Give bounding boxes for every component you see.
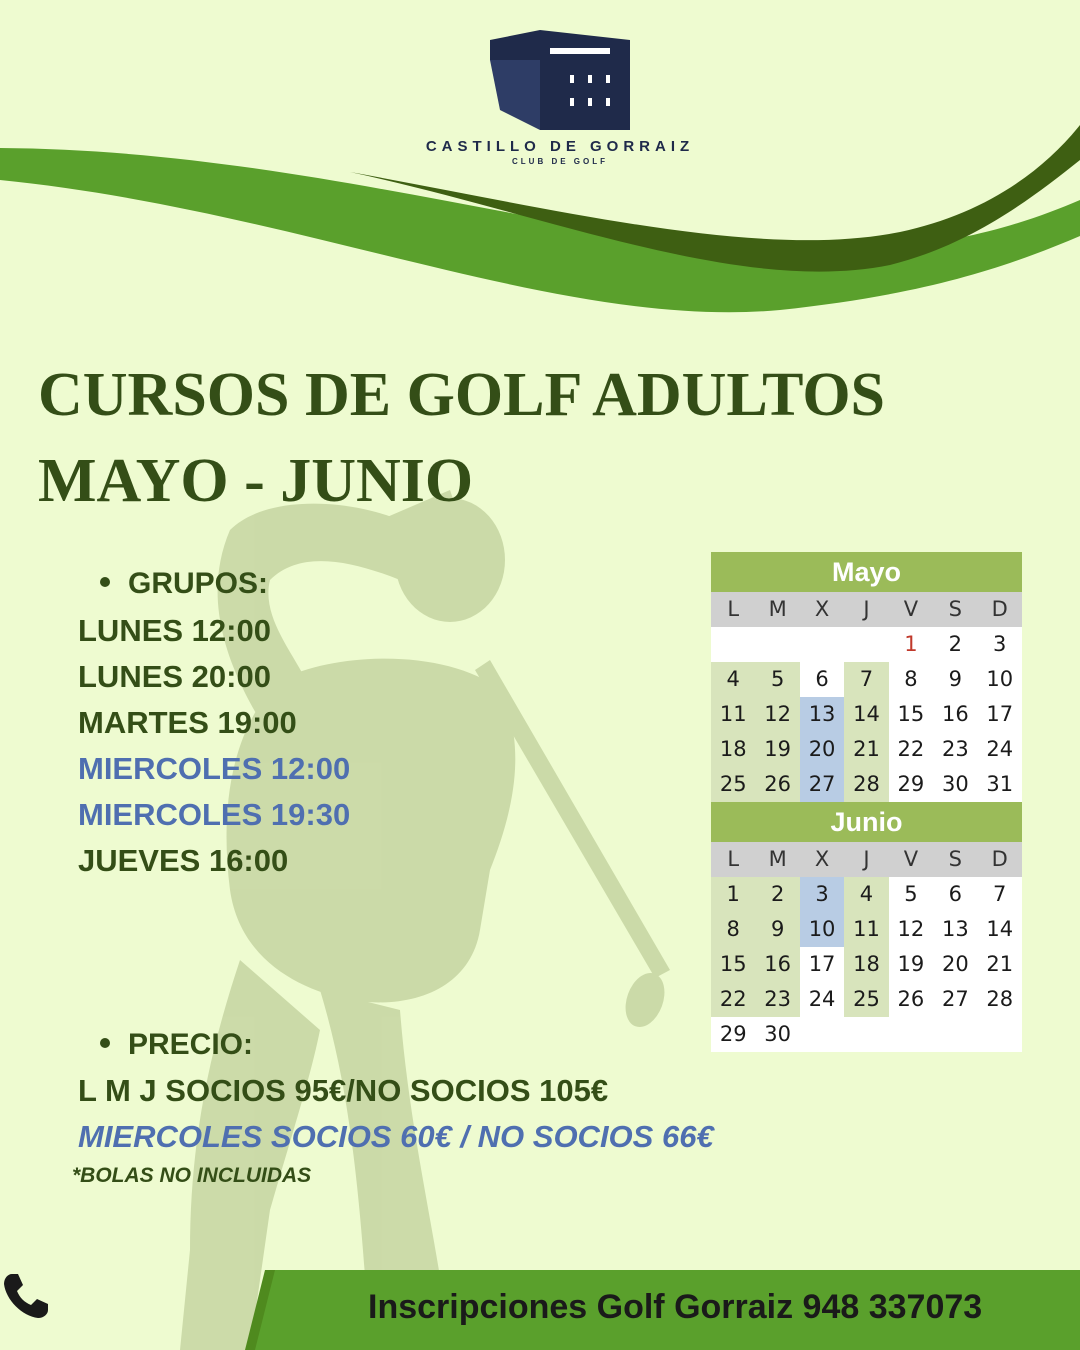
title-line-2: MAYO - JUNIO	[38, 447, 474, 515]
calendar-day: 5	[755, 662, 799, 697]
grupo-item: MARTES 19:00	[78, 705, 297, 740]
calendar-day: 3	[800, 877, 844, 912]
weekday-header: V	[889, 842, 933, 877]
calendar-grid	[711, 592, 1022, 802]
weekday-header: S	[933, 592, 977, 627]
precio-list	[72, 1068, 714, 1192]
calendar-day: 16	[755, 947, 799, 982]
weekday-header: D	[978, 592, 1022, 627]
weekday-header: M	[755, 592, 799, 627]
weekday-header: L	[711, 592, 755, 627]
calendar-day: 18	[711, 732, 755, 767]
calendar-day: 26	[897, 987, 925, 1011]
calendar-day: 11	[844, 912, 888, 947]
calendar-month-title: Mayo	[711, 552, 1022, 592]
calendar-day: 9	[755, 912, 799, 947]
calendar-day: 29	[719, 1022, 747, 1046]
calendar-day: 24	[808, 987, 836, 1011]
calendar-day: 9	[948, 667, 962, 691]
calendar-empty-cell	[711, 627, 755, 662]
calendar-day: 3	[993, 632, 1007, 656]
calendar-empty-cell	[800, 627, 844, 662]
calendar-day: 13	[800, 697, 844, 732]
calendar-day: 16	[941, 702, 969, 726]
footer-bar	[0, 1270, 1080, 1350]
grupo-item: JUEVES 16:00	[78, 843, 289, 878]
weekday-header: J	[844, 842, 888, 877]
grupo-item: MIERCOLES 12:00	[78, 751, 351, 786]
calendar-day: 15	[711, 947, 755, 982]
calendar-grid	[711, 842, 1022, 1052]
calendar-empty-cell	[889, 1017, 933, 1052]
calendar-junio	[711, 802, 1022, 1052]
grupos-heading: GRUPOS:	[100, 567, 268, 601]
calendar-day: 20	[800, 732, 844, 767]
calendar-day: 7	[844, 662, 888, 697]
calendar-day: 4	[711, 662, 755, 697]
calendar-day: 1	[711, 877, 755, 912]
calendar-day: 12	[897, 917, 925, 941]
calendar-day: 6	[948, 882, 962, 906]
weekday-header: S	[933, 842, 977, 877]
calendar-day: 8	[711, 912, 755, 947]
logo-subtitle: CLUB DE GOLF	[512, 157, 608, 166]
calendar-day: 30	[764, 1022, 791, 1046]
calendar-day: 14	[844, 697, 888, 732]
calendar-day: 27	[800, 767, 844, 802]
calendar-day: 2	[755, 877, 799, 912]
calendar-empty-cell	[844, 627, 888, 662]
weekday-header: J	[844, 592, 888, 627]
weekday-header: X	[800, 842, 844, 877]
calendar-day: 8	[904, 667, 918, 691]
calendar-day: 7	[993, 882, 1007, 906]
calendar-empty-cell	[844, 1017, 888, 1052]
grupos-list	[78, 608, 350, 884]
calendar-day: 25	[711, 767, 755, 802]
calendar-day: 23	[941, 737, 969, 761]
weekday-header: M	[755, 842, 799, 877]
calendar-day: 18	[844, 947, 888, 982]
calendar-day: 20	[941, 952, 969, 976]
calendar-day: 22	[711, 982, 755, 1017]
calendar-day: 17	[808, 952, 836, 976]
calendar-empty-cell	[755, 627, 799, 662]
calendar-day: 14	[986, 917, 1014, 941]
calendar-day: 28	[844, 767, 888, 802]
calendar-day: 6	[815, 667, 829, 691]
calendar-day: 23	[755, 982, 799, 1017]
weekday-header: L	[711, 842, 755, 877]
precio-line-miercoles: MIERCOLES SOCIOS 60€ / NO SOCIOS 66€	[78, 1119, 714, 1154]
precio-line-lmj: L M J SOCIOS 95€/NO SOCIOS 105€	[78, 1073, 609, 1108]
precio-note: *BOLAS NO INCLUIDAS	[72, 1164, 312, 1187]
calendar-day: 29	[897, 772, 925, 796]
calendar-day: 1	[904, 632, 918, 656]
calendar-day: 27	[941, 987, 969, 1011]
calendar-day: 12	[755, 697, 799, 732]
castle-icon	[480, 30, 640, 130]
calendar-day: 31	[986, 772, 1014, 796]
title-line-1: CURSOS DE GOLF ADULTOS	[38, 361, 886, 429]
calendar-day: 21	[986, 952, 1014, 976]
bullet-icon	[100, 577, 110, 587]
calendar-day: 30	[941, 772, 969, 796]
calendar-day: 11	[711, 697, 755, 732]
page-title	[38, 352, 885, 524]
calendar-mayo	[711, 552, 1022, 802]
club-logo	[400, 30, 720, 210]
bullet-icon	[100, 1038, 110, 1048]
inscripciones-contact: Inscripciones Golf Gorraiz 948 337073	[368, 1288, 983, 1326]
calendar-month-title: Junio	[711, 802, 1022, 842]
calendar-day: 10	[986, 667, 1014, 691]
calendar-day: 25	[844, 982, 888, 1017]
grupo-item: LUNES 20:00	[78, 659, 271, 694]
calendar-day: 19	[755, 732, 799, 767]
weekday-header: V	[889, 592, 933, 627]
calendar-day: 4	[844, 877, 888, 912]
grupo-item: LUNES 12:00	[78, 613, 271, 648]
calendar-day: 15	[897, 702, 925, 726]
weekday-header: D	[978, 842, 1022, 877]
calendar-day: 19	[897, 952, 925, 976]
logo-name: CASTILLO DE GORRAIZ	[425, 138, 695, 155]
calendar-day: 17	[986, 702, 1014, 726]
phone-icon	[0, 1270, 52, 1322]
calendar-day: 24	[986, 737, 1014, 761]
calendar-day: 2	[948, 632, 962, 656]
calendar-empty-cell	[978, 1017, 1022, 1052]
calendar-day: 5	[904, 882, 918, 906]
calendar-empty-cell	[933, 1017, 977, 1052]
weekday-header: X	[800, 592, 844, 627]
grupo-item: MIERCOLES 19:30	[78, 797, 351, 832]
precio-heading: PRECIO:	[100, 1028, 253, 1062]
calendar-empty-cell	[800, 1017, 844, 1052]
calendar-day: 26	[755, 767, 799, 802]
calendar-day: 10	[800, 912, 844, 947]
calendar-day: 22	[897, 737, 925, 761]
calendar-day: 21	[844, 732, 888, 767]
calendar-day: 28	[986, 987, 1014, 1011]
calendar-day: 13	[941, 917, 969, 941]
